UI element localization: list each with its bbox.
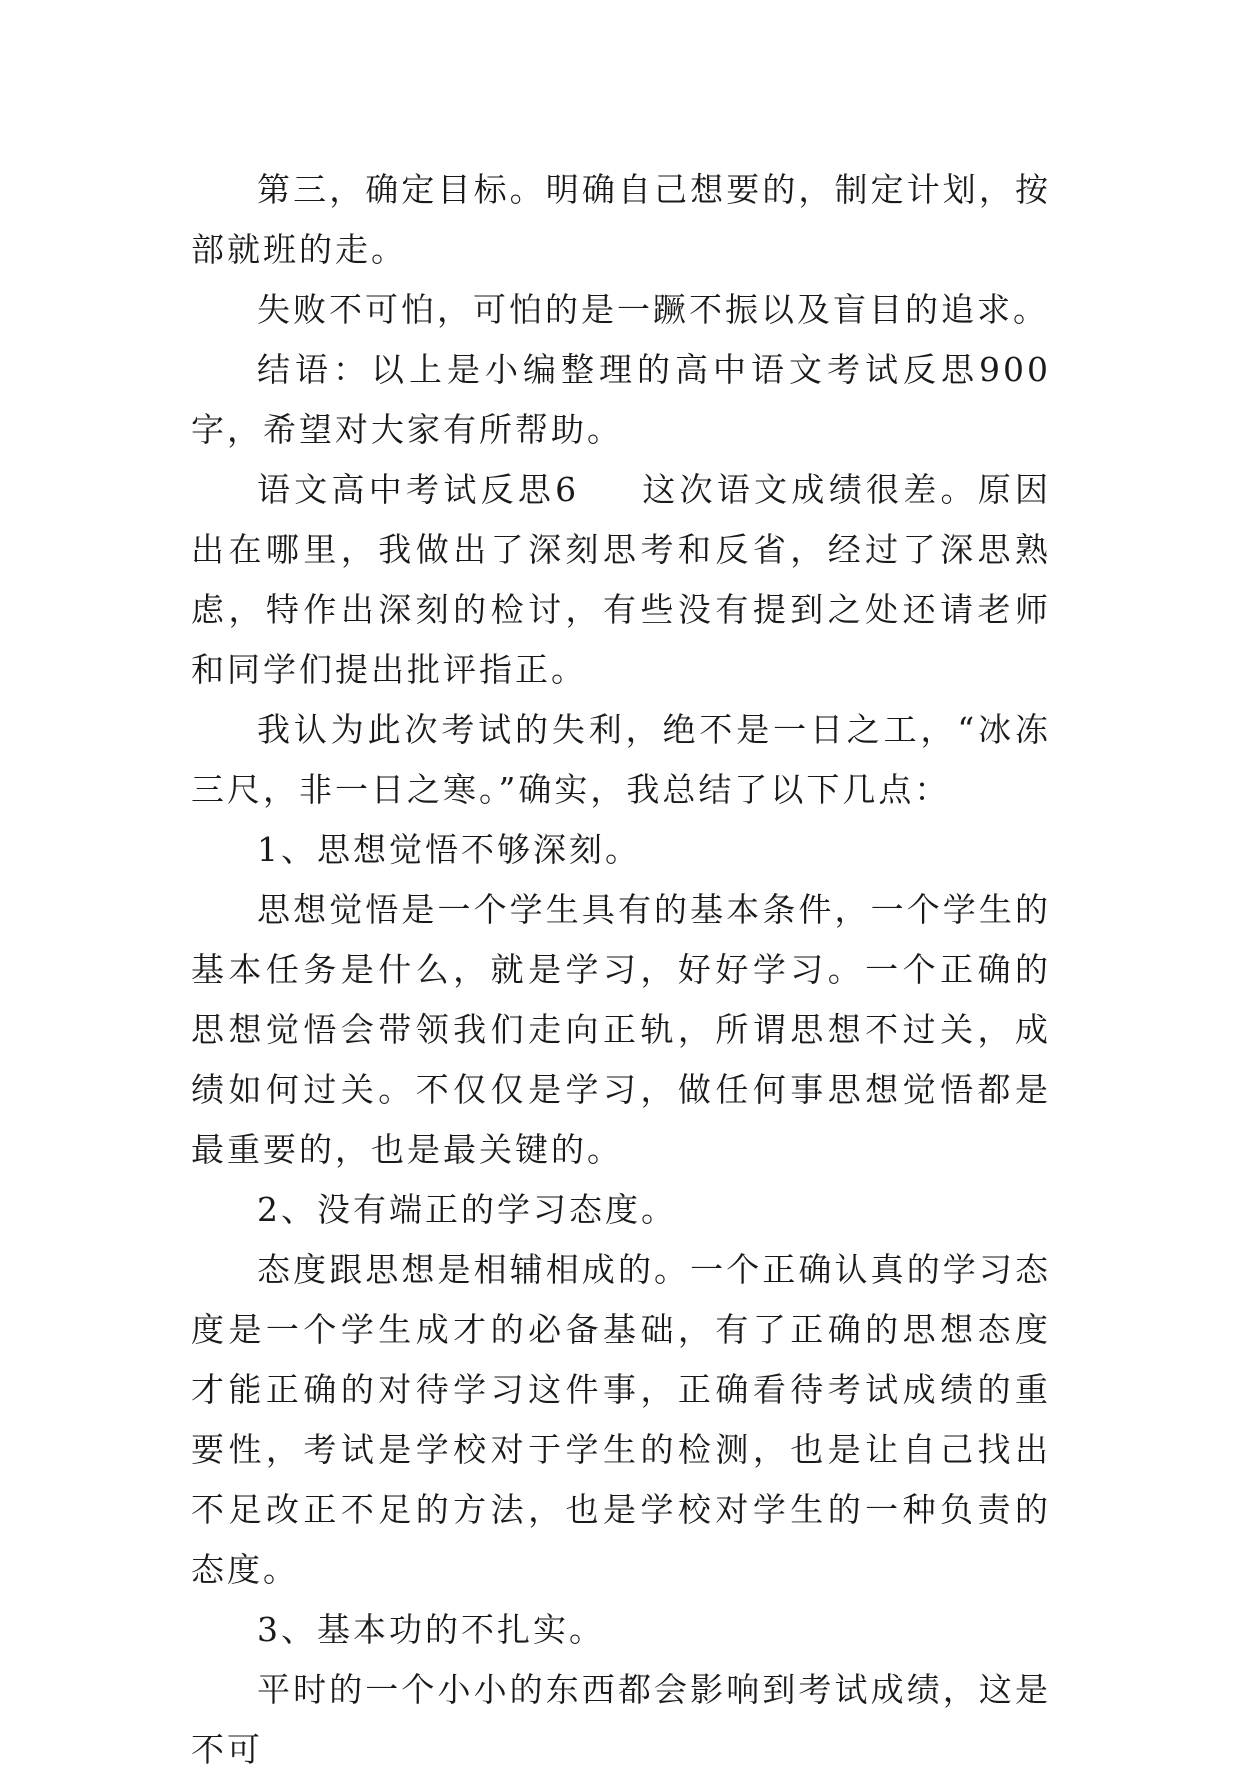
point-1-body: 思想觉悟是一个学生具有的基本条件，一个学生的基本任务是什么，就是学习，好好学习。一个正确的思想觉悟会带领我们走向正轨，所谓思想不过关，成绩如何过关。不仅仅是学习，做任何事思想觉悟都是最重要的，也是最关键的。	[191, 890, 1051, 1169]
point-2-heading: 2、没有端正的学习态度。	[257, 1190, 677, 1229]
document-body	[191, 160, 1051, 1780]
section-6-heading: 语文高中考试反思6	[257, 470, 580, 509]
point-2-body: 态度跟思想是相辅相成的。一个正确认真的学习态度是一个学生成才的必备基础，有了正确的思想态度才能正确的对待学习这件事，正确看待考试成绩的重要性，考试是学校对于学生的检测，也是让自己找出不足改正不足的方法，也是学校对学生的一种负责的态度。	[191, 1250, 1051, 1589]
paragraph-reasons-intro: 我认为此次考试的失利，绝不是一日之工，“冰冻三尺，非一日之寒。”确实，我总结了以下几点：	[191, 710, 1051, 809]
paragraph-failure: 失败不可怕，可怕的是一蹶不振以及盲目的追求。	[257, 290, 1049, 329]
point-3-heading: 3、基本功的不扎实。	[257, 1610, 605, 1649]
point-3-body: 平时的一个小小的东西都会影响到考试成绩，这是不可	[191, 1670, 1051, 1769]
paragraph-conclusion: 结语：以上是小编整理的高中语文考试反思900字，希望对大家有所帮助。	[191, 350, 1051, 449]
section-6-paragraph	[191, 460, 1051, 700]
section-6-lead-text: 这次语文成绩很差。原因出在哪里，我做出了深刻思考和反省，经过了深思熟虑，特作出深刻的检讨，有些没有提到之处还请老师和同学们提出批评指正。	[191, 470, 1052, 689]
paragraph-goal: 第三，确定目标。明确自己想要的，制定计划，按部就班的走。	[191, 170, 1051, 269]
point-1-heading: 1、思想觉悟不够深刻。	[257, 830, 641, 869]
